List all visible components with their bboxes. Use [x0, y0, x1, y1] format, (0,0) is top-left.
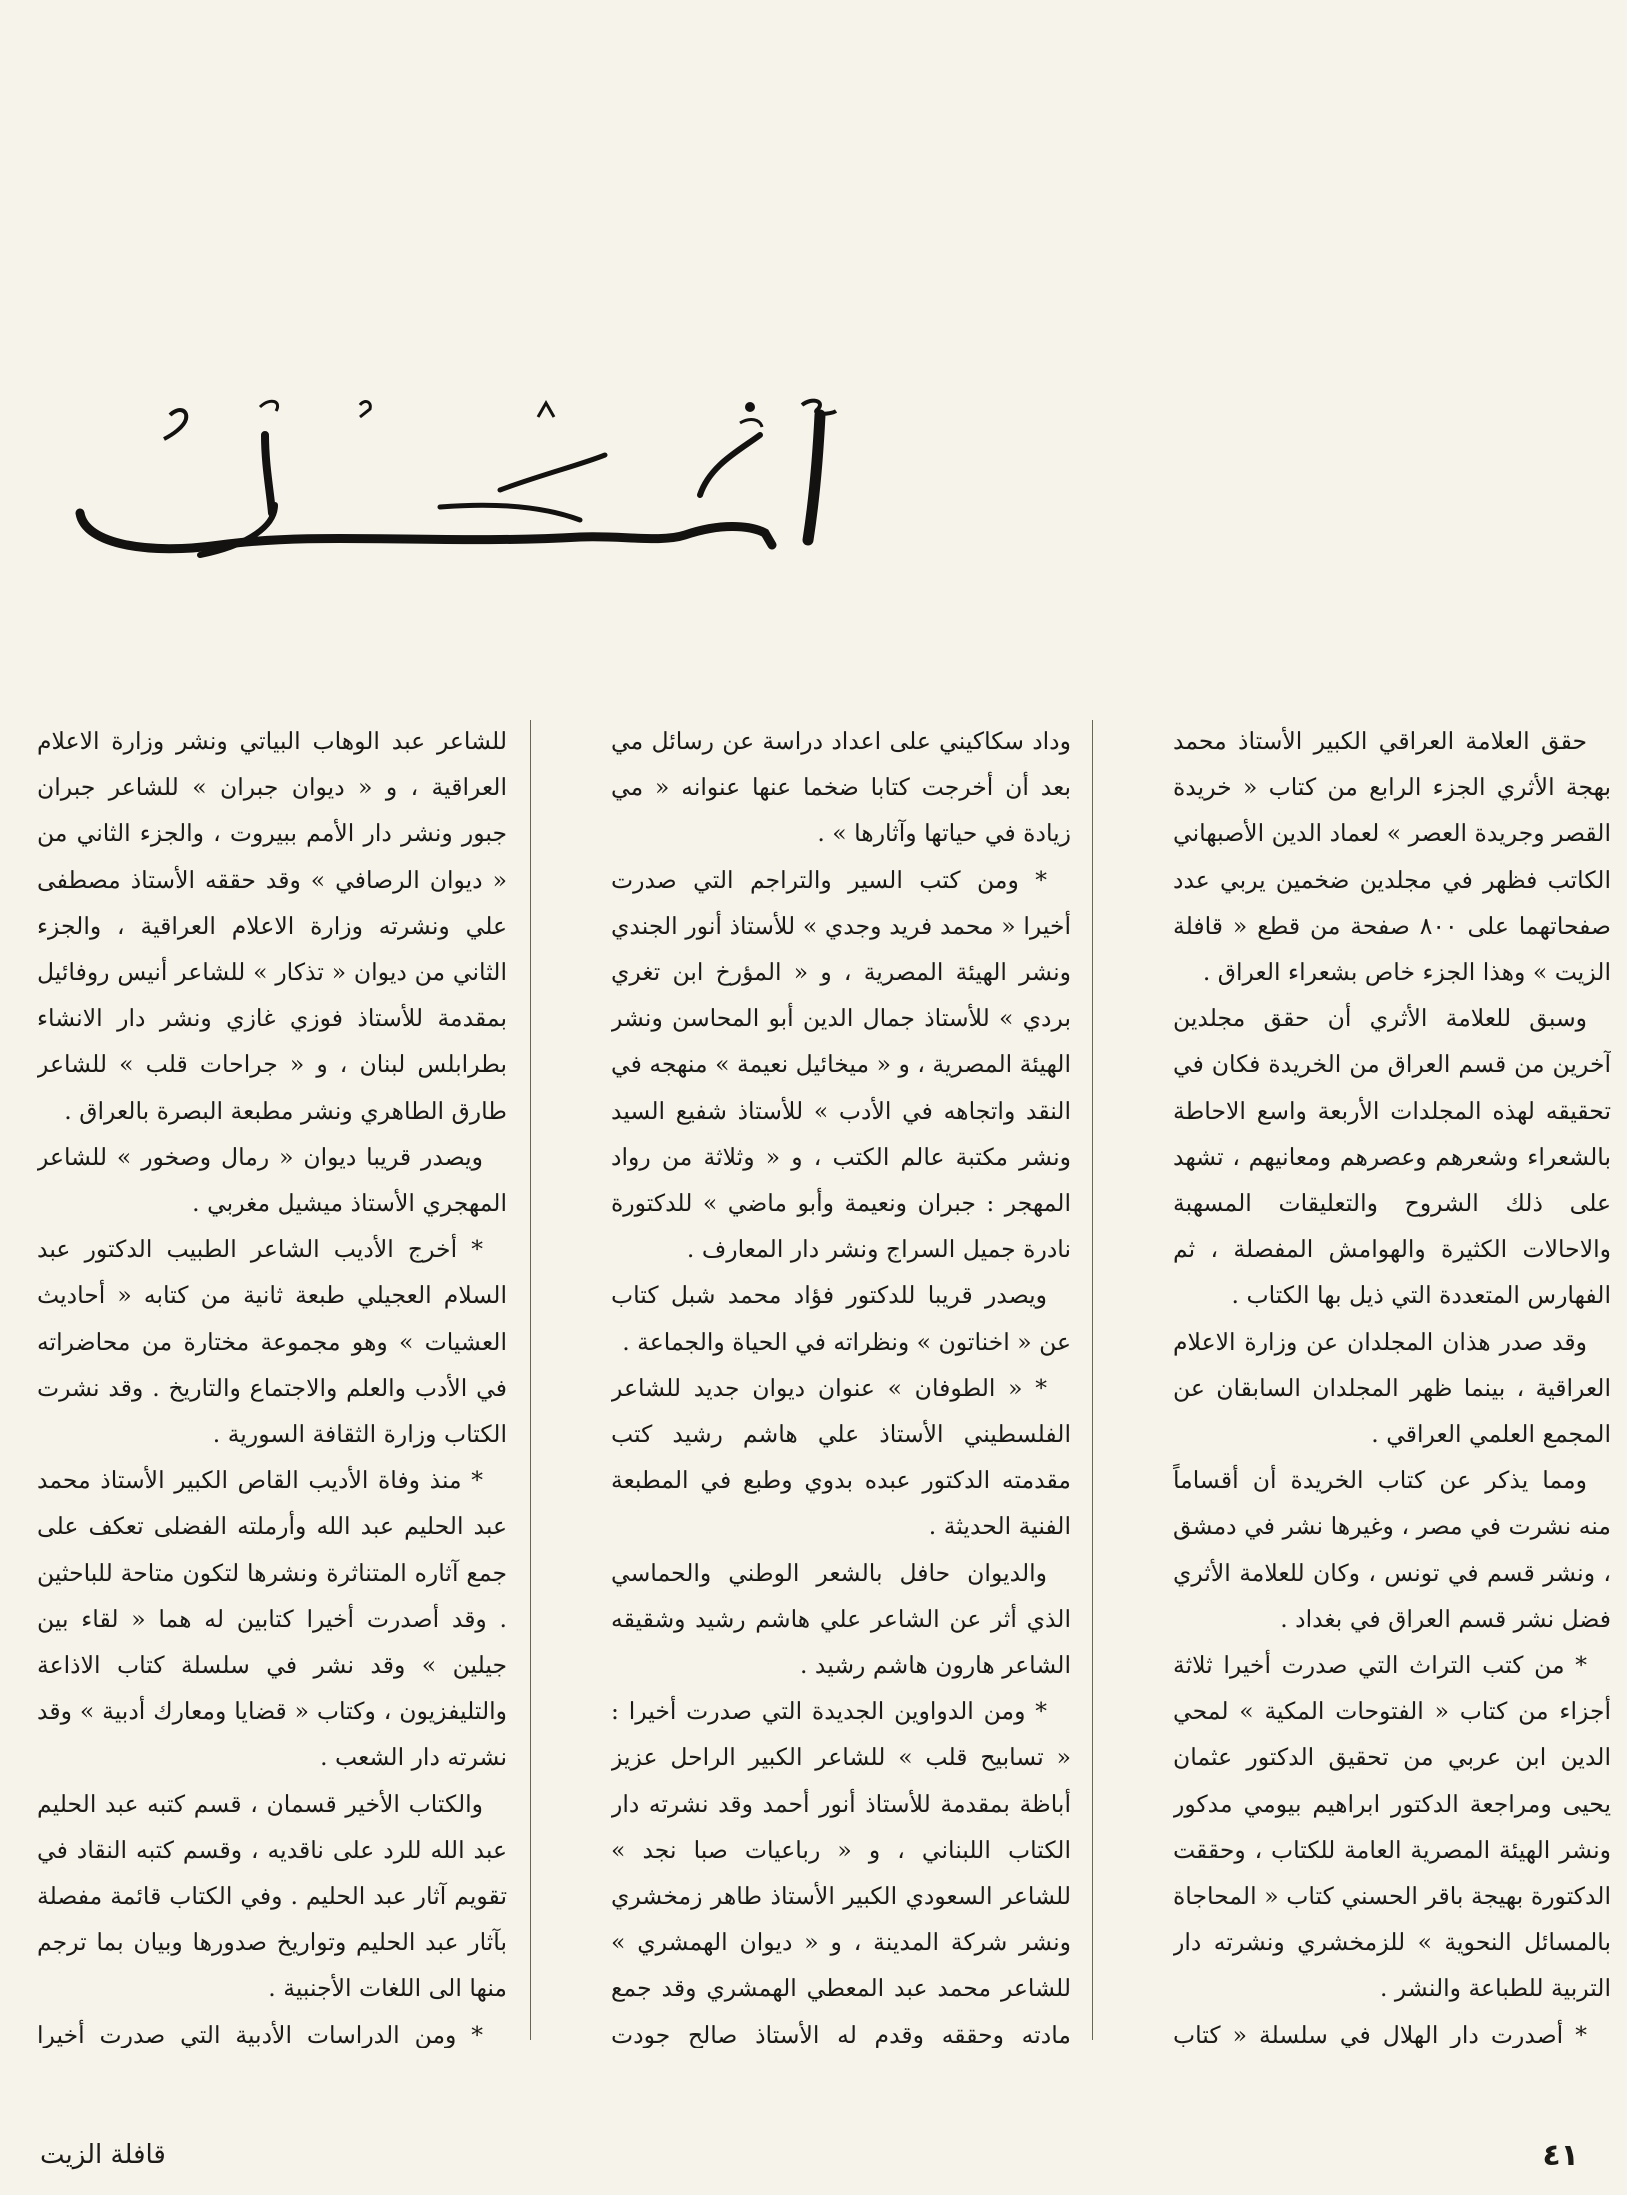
paragraph: * أخرج الأديب الشاعر الطبيب الدكتور عبد السلام العجيلي طبعة ثانية من كتابه « أحاديث العشيات » وهو مجموعة مختارة من محاضراته في الأدب والعلم والاجتماع والتاريخ . وقد نشرت الكتاب وزارة الثقافة السورية . — [37, 1235, 507, 1449]
magazine-name: قافلة الزيت — [40, 2140, 166, 2170]
paragraph: * ومن الدواوين الجديدة التي صدرت أخيرا : « تسابيح قلب » للشاعر الكبير الراحل عزيز أباظة بمقدمة للأستاذ أنور أحمد وقد نشرته دار الكتاب اللبناني ، و « رباعيات صبا نجد » للشاعر السعودي الكبير الأستاذ طاهر زمخشري ونشر شركة المدينة ، و « ديوان الهمشري » للشاعر محمد عبد المعطي الهمشري وقد جمع مادته وحققه وقدم له الأستاذ صالح جودت — [611, 1697, 1071, 2048]
paragraph: * منذ وفاة الأديب القاص الكبير الأستاذ محمد عبد الحليم عبد الله وأرملته الفضلى تعكف على جمع آثاره المتناثرة ونشرها لتكون متاحة للباحثين . وقد أصدرت أخيرا كتابين له هما « لقاء بين جيلين » وقد نشر في سلسلة كتاب الاذاعة والتليفزيون ، وكتاب « قضايا ومعارك أدبية » وقد نشرته دار الشعب . — [37, 1466, 507, 1772]
column-left — [37, 718, 507, 2048]
title-calligraphy — [60, 395, 840, 565]
paragraph: * أصدرت دار الهلال في سلسلة « كتاب — [1173, 2020, 1587, 2048]
paragraph: وقد صدر هذان المجلدان عن وزارة الاعلام العراقية ، بينما ظهر المجلدان السابقان عن المجمع العلمي العراقي . — [1173, 1327, 1611, 1449]
column-middle — [611, 718, 1071, 2048]
column-divider-left — [530, 720, 531, 2040]
title-text — [840, 395, 841, 396]
paragraph: * « الطوفان » عنوان ديوان جديد للشاعر الفلسطيني الأستاذ علي هاشم رشيد كتب مقدمته الدكتور عبده بدوي وطبع في المطبعة الفنية الحديثة . — [611, 1373, 1071, 1541]
paragraph: وداد سكاكيني على اعداد دراسة عن رسائل مي بعد أن أخرجت كتابا ضخما عنها عنوانه « مي زيادة في حياتها وآثارها » . — [611, 727, 1071, 848]
paragraph: ومما يذكر عن كتاب الخريدة أن أقساماً منه نشرت في مصر ، وغيرها نشر في دمشق ، ونشر قسم في تونس ، وكان للعلامة الأثري فضل نشر قسم العراق في بغداد . — [1173, 1466, 1611, 1633]
column-divider-right — [1092, 720, 1093, 2040]
page-title — [60, 395, 840, 565]
paragraph: * ومن الدراسات الأدبية التي صدرت أخيرا — [37, 2020, 483, 2048]
paragraph: حقق العلامة العراقي الكبير الأستاذ محمد بهجة الأثري الجزء الرابع من كتاب « خريدة القصر وجريدة العصر » لعماد الدين الأصبهاني الكاتب فظهر في مجلدين ضخمين يربي عدد صفحاتهما على ٨٠٠ صفحة من قطع « قافلة الزيت » وهذا الجزء خاص بشعراء العراق . — [1173, 727, 1611, 987]
paragraph: * من كتب التراث التي صدرت أخيرا ثلاثة أجزاء من كتاب « الفتوحات المكية » لمحي الدين ابن عربي من تحقيق الدكتور عثمان يحيى ومراجعة الدكتور ابراهيم بيومي مدكور ونشر الهيئة المصرية العامة للكتاب ، وحققت الدكتورة بهيجة باقر الحسني كتاب « المحاجاة بالمسائل النحوية » للزمخشري ونشرته دار التربية للطباعة والنشر . — [1173, 1651, 1611, 2003]
paragraph: ويصدر قريبا ديوان « رمال وصخور » للشاعر المهجري الأستاذ ميشيل مغربي . — [37, 1142, 507, 1218]
column-right — [1173, 718, 1611, 2048]
paragraph: ويصدر قريبا للدكتور فؤاد محمد شبل كتاب عن « اخناتون » ونظراته في الحياة والجماعة . — [611, 1281, 1071, 1356]
page-number: ٤١ — [1542, 2138, 1579, 2173]
article-columns — [36, 718, 1611, 2048]
paragraph: والكتاب الأخير قسمان ، قسم كتبه عبد الحليم عبد الله للرد على ناقديه ، وقسم كتبه النقاد في تقويم آثار عبد الحليم . وفي الكتاب قائمة مفصلة بآثار عبد الحليم وتواريخ صدورها وبيان بما ترجم منها الى اللغات الأجنبية . — [37, 1789, 507, 2003]
paragraph: وسبق للعلامة الأثري أن حقق مجلدين آخرين من قسم العراق من الخريدة فكان في تحقيقه لهذه المجلدات الأربعة واسع الاحاطة بالشعراء وشعرهم وعصرهم ومعانيهم ، تشهد على ذلك الشروح والتعليقات المسهبة والاحالات الكثيرة والهوامش المفصلة ، ثم الفهارس المتعددة التي ذيل بها الكتاب . — [1173, 1004, 1611, 1310]
paragraph: للشاعر عبد الوهاب البياتي ونشر وزارة الاعلام العراقية ، و « ديوان جبران » للشاعر جبران جبور ونشر دار الأمم ببيروت ، والجزء الثاني من « ديوان الرصافي » وقد حققه الأستاذ مصطفى علي ونشرته وزارة الاعلام العراقية ، والجزء الثاني من ديوان « تذكار » للشاعر أنيس روفائيل بمقدمة للأستاذ فوزي غازي ونشر دار الانشاء بطرابلس لبنان ، و « جراحات قلب » للشاعر طارق الطاهري ونشر مطبعة البصرة بالعراق . — [37, 727, 507, 1125]
paragraph: والديوان حافل بالشعر الوطني والحماسي الذي أثر عن الشاعر علي هاشم رشيد وشقيقه الشاعر هارون هاشم رشيد . — [611, 1558, 1071, 1680]
paragraph: * ومن كتب السير والتراجم التي صدرت أخيرا « محمد فريد وجدي » للأستاذ أنور الجندي ونشر الهيئة المصرية ، و « المؤرخ ابن تغري بردي » للأستاذ جمال الدين أبو المحاسن ونشر الهيئة المصرية ، و « ميخائيل نعيمة » منهجه في النقد واتجاهه في الأدب » للأستاذ شفيع السيد ونشر مكتبة عالم الكتب ، و « وثلاثة من رواد المهجر : جبران ونعيمة وأبو ماضي » للدكتورة نادرة جميل السراج ونشر دار المعارف . — [611, 865, 1071, 1264]
